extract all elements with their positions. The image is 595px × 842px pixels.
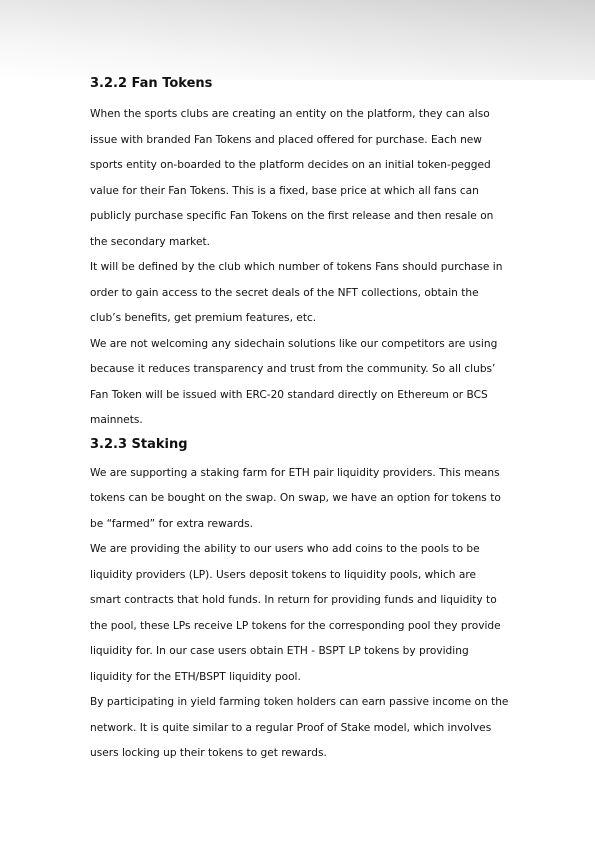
paragraph: We are providing the ability to our users who add coins to the pools to be liquidity providers (LP). Users deposit tokens to liquidity pools, which are smart contracts that hold funds. In return for providing funds and liquidity to the pool, these LPs receive LP tokens for the corresponding pool they provide liquidity for. In our case users obtain ETH - BSPT LP tokens by providing liquidity for the ETH/BSPT liquidity pool. bbox=[90, 543, 501, 683]
section-fan-tokens bbox=[90, 74, 510, 434]
paragraph: It will be defined by the club which number of tokens Fans should purchase in order to gain access to the secret deals of the NFT collections, obtain the club’s benefits, get premium features, etc. bbox=[90, 261, 503, 324]
paragraph: When the sports clubs are creating an entity on the platform, they can also issue with branded Fan Tokens and placed offered for purchase. Each new sports entity on-boarded to the platform decides on an initial token-pegged value for their Fan Tokens. This is a fixed, base price at which all fans can publicly purchase specific Fan Tokens on the first release and then resale on the secondary market. bbox=[90, 108, 494, 248]
section-heading-fan-tokens: 3.2.2 Fan Tokens bbox=[90, 76, 213, 91]
section-staking bbox=[90, 435, 510, 767]
document-body bbox=[90, 74, 510, 767]
paragraph: We are supporting a staking farm for ETH pair liquidity providers. This means tokens can be bought on the swap. On swap, we have an option for tokens to be “farmed” for extra rewards. bbox=[90, 466, 501, 530]
paragraph: By participating in yield farming token holders can earn passive income on the network. It is quite similar to a regular Proof of Stake model, which involves users locking up their tokens to get rewards. bbox=[90, 696, 509, 759]
paragraph: We are not welcoming any sidechain solutions like our competitors are using because it reduces transparency and trust from the community. So all clubs’ Fan Token will be issued with ERC-20 standard directly on Ethereum or BCS mainnets. bbox=[90, 337, 498, 426]
page-header-shade bbox=[0, 0, 595, 80]
section-heading-staking: 3.2.3 Staking bbox=[90, 436, 188, 452]
